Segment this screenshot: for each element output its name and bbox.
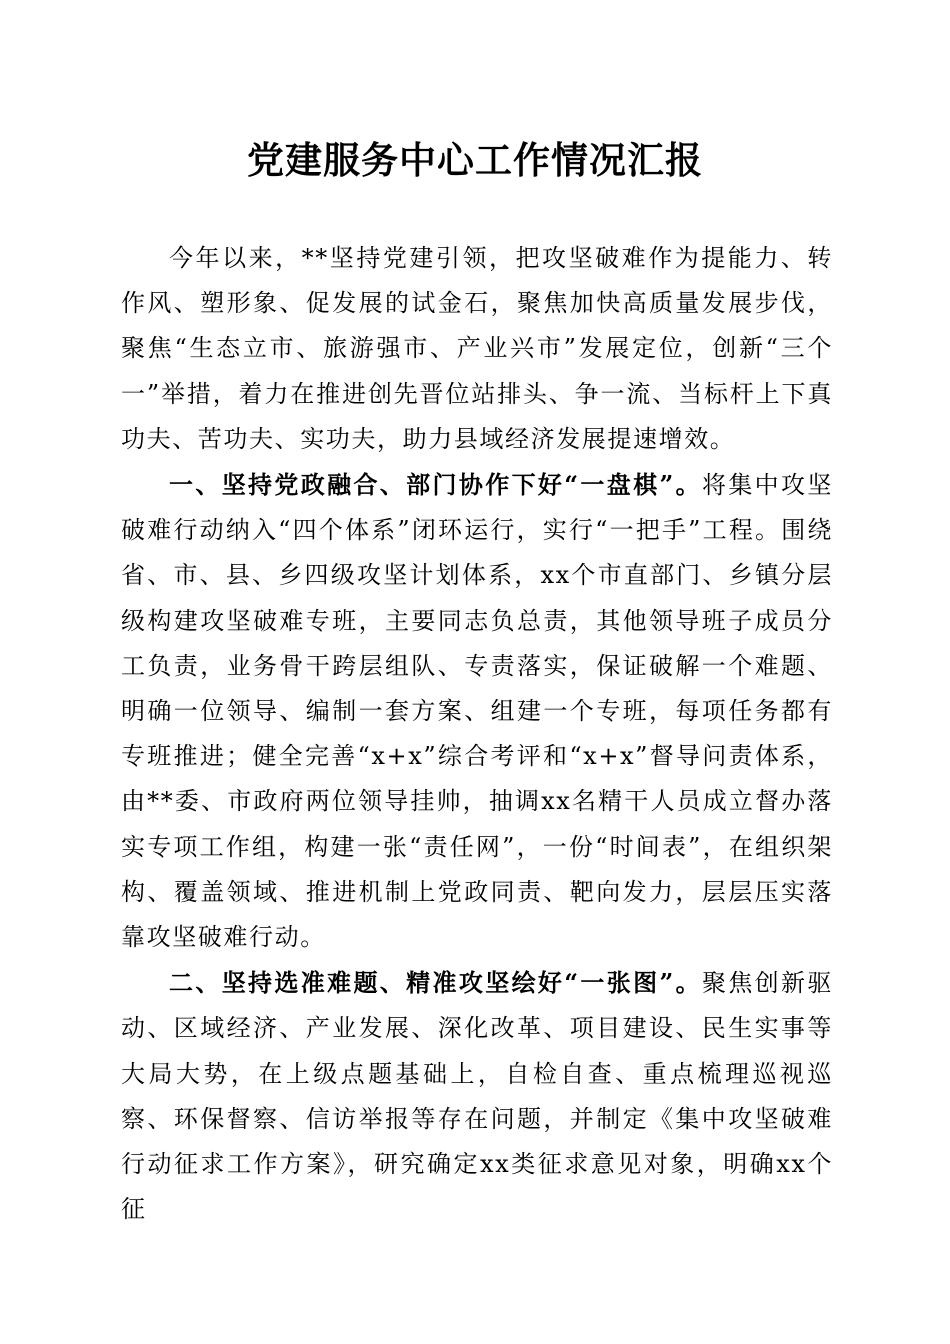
section-2-heading: 二、坚持选准难题、精准攻坚绘好“一张图”。 — [169, 968, 702, 998]
section-1-paragraph — [121, 462, 833, 960]
document-title: 党建服务中心工作情况汇报 — [247, 138, 703, 182]
section-1-heading: 一、坚持党政融合、部门协作下好“一盘棋”。 — [169, 470, 702, 500]
intro-paragraph-text: 今年以来，**坚持党建引领，把攻坚破难作为提能力、转作风、塑形象、促发展的试金石，聚焦加快高质量发展步伐，聚焦“生态立市、旅游强市、产业兴市”发展定位，创新“三个一”举措，着力在推进创先晋位站排头、争一流、当标杆上下真功夫、苦功夫、实功夫，助力县域经济发展提速增效。 — [121, 244, 833, 453]
section-2-paragraph — [121, 960, 833, 1232]
document-body — [121, 236, 833, 1232]
section-2-text: 聚焦创新驱动、区域经济、产业发展、深化改革、项目建设、民生实事等大局大势，在上级点题基础上，自检自查、重点梳理巡视巡察、环保督察、信访举报等存在问题，并制定《集中攻坚破难行动征求工作方案》，研究确定xx类征求意见对象，明确xx个征 — [121, 969, 833, 1224]
intro-paragraph — [121, 236, 833, 462]
section-1-text: 将集中攻坚破难行动纳入“四个体系”闭环运行，实行“一把手”工程。围绕省、市、县、乡四级攻坚计划体系，xx个市直部门、乡镇分层级构建攻坚破难专班，主要同志负总责，其他领导班子成员分工负责，业务骨干跨层组队、专责落实，保证破解一个难题、明确一位领导、编制一套方案、组建一个专班，每项任务都有专班推进；健全完善“x+x”综合考评和“x+x”督导问责体系，由**委、市政府两位领导挂帅，抽调xx名精干人员成立督办落实专项工作组，构建一张“责任网”，一份“时间表”，在组织架构、覆盖领域、推进机制上党政同责、靶向发力，层层压实落靠攻坚破难行动。 — [121, 471, 833, 952]
